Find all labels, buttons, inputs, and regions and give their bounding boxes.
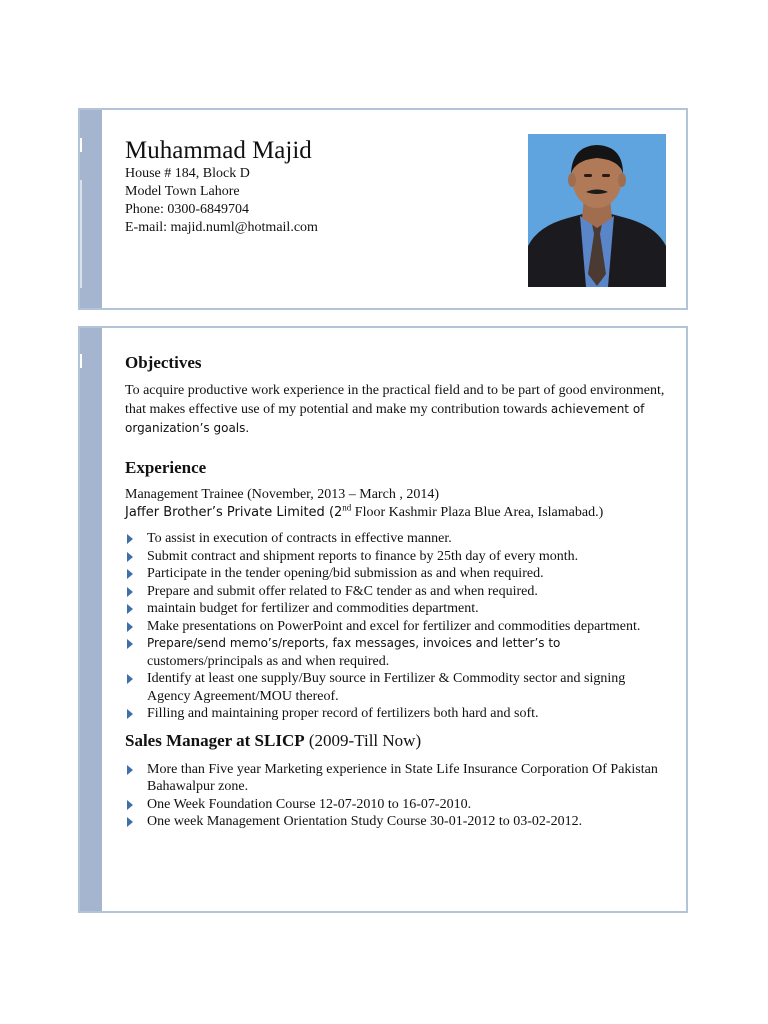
sidebar-tick xyxy=(80,354,82,368)
objectives-text-main: To acquire productive work experience in the practical field and to be part of good environment, that makes effective use of my potential and make my contribution towards xyxy=(125,383,665,417)
sidebar-tick xyxy=(80,138,82,152)
experience-heading: Experience xyxy=(125,458,207,477)
profile-photo xyxy=(528,134,666,287)
company-ordinal: nd xyxy=(342,502,352,513)
bullet-arrow-icon xyxy=(127,709,133,719)
list-item-text-continued: customers/principals as and when required. xyxy=(147,653,390,669)
list-item-text: maintain budget for fertilizer and commodities department. xyxy=(147,601,479,616)
objectives-text xyxy=(125,382,668,438)
bullet-arrow-icon xyxy=(127,674,133,684)
list-item xyxy=(125,600,668,618)
candidate-name: Muhammad Majid xyxy=(125,137,312,164)
phone-line: Phone: 0300-6849704 xyxy=(125,202,250,217)
objectives-heading: Objectives xyxy=(125,353,202,372)
bullet-arrow-icon xyxy=(127,534,133,544)
sales-heading xyxy=(125,730,668,752)
header-card xyxy=(78,108,688,310)
list-item-text: Identify at least one supply/Buy source in Fertilizer & Commodity sector and signing Agency Agreement/MOU thereof. xyxy=(147,671,626,704)
list-item xyxy=(125,565,668,583)
list-item xyxy=(125,813,668,831)
list-item xyxy=(125,583,668,601)
list-item xyxy=(125,761,668,796)
resume-content xyxy=(125,352,668,831)
list-item-text: Prepare/send memo’s/reports, fax messages, invoices and letter’s to xyxy=(147,636,561,650)
bullet-arrow-icon xyxy=(127,800,133,810)
sales-heading-period: (2009-Till Now) xyxy=(304,730,422,750)
list-item xyxy=(125,796,668,814)
body-sidebar-bar xyxy=(80,328,102,911)
list-item xyxy=(125,670,668,705)
list-item-text: To assist in execution of contracts in effective manner. xyxy=(147,531,452,546)
address-line-2: Model Town Lahore xyxy=(125,184,240,199)
bullet-arrow-icon xyxy=(127,604,133,614)
experience-bullets xyxy=(125,530,668,723)
bullet-arrow-icon xyxy=(127,552,133,562)
list-item-text: Participate in the tender opening/bid submission as and when required. xyxy=(147,566,544,581)
sales-heading-title: Sales Manager at SLICP xyxy=(125,730,305,750)
list-item xyxy=(125,635,668,670)
sidebar-tick xyxy=(80,180,82,288)
list-item-text: Make presentations on PowerPoint and excel for fertilizer and commodities department. xyxy=(147,618,641,634)
bullet-arrow-icon xyxy=(127,569,133,579)
bullet-arrow-icon xyxy=(127,765,133,775)
list-item-text: Prepare and submit offer related to F&C tender as and when required. xyxy=(147,583,538,599)
header-sidebar-bar xyxy=(80,110,102,308)
list-item xyxy=(125,530,668,548)
objectives-text-end: achievement of organization’s goals. xyxy=(125,402,645,435)
list-item-text: Filling and maintaining proper record of fertilizers both hard and soft. xyxy=(147,706,539,721)
email-line: E-mail: majid.numl@hotmail.com xyxy=(125,220,318,235)
list-item-text: Submit contract and shipment reports to finance by 25th day of every month. xyxy=(147,548,579,564)
contact-block xyxy=(125,165,318,237)
company-prefix: Jaffer Brother’s Private Limited (2 xyxy=(125,505,343,520)
bullet-arrow-icon xyxy=(127,587,133,597)
body-card xyxy=(78,326,688,913)
company-suffix: Floor Kashmir Plaza Blue Area, Islamabad.) xyxy=(351,505,604,520)
bullet-arrow-icon xyxy=(127,639,133,649)
sales-bullets xyxy=(125,761,668,831)
bullet-arrow-icon xyxy=(127,817,133,827)
list-item-text: More than Five year Marketing experience in State Life Insurance Corporation Of Pakistan Bahawalpur zone. xyxy=(147,761,658,794)
list-item-text: One week Management Orientation Study Course 30-01-2012 to 03-02-2012. xyxy=(147,814,583,829)
bullet-arrow-icon xyxy=(127,622,133,632)
address-line-1: House # 184, Block D xyxy=(125,166,250,181)
list-item xyxy=(125,618,668,636)
list-item-text: One Week Foundation Course 12-07-2010 to 16-07-2010. xyxy=(147,796,472,812)
experience-role: Management Trainee (November, 2013 – March , 2014) xyxy=(125,487,439,502)
list-item xyxy=(125,548,668,566)
experience-company xyxy=(125,504,668,522)
list-item xyxy=(125,705,668,723)
